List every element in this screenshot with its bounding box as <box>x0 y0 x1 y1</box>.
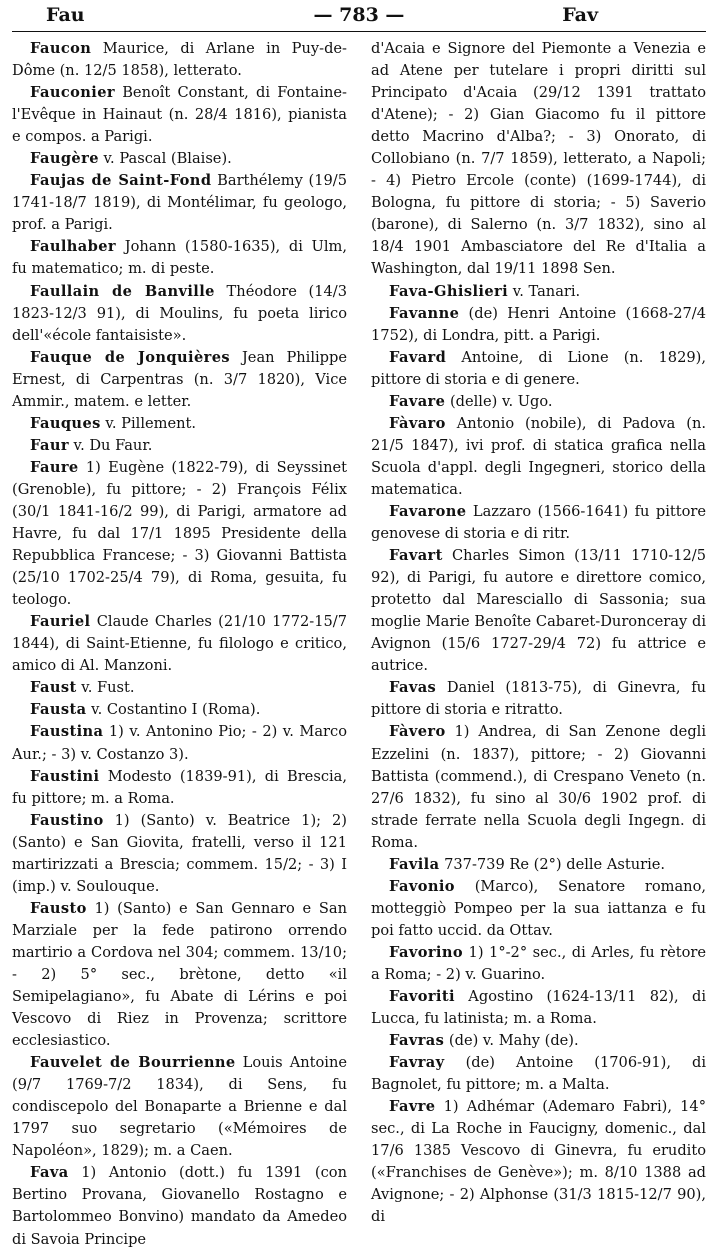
entry <box>371 721 706 853</box>
entry-headword: Faucon <box>30 40 92 57</box>
entry-headword: Favorino <box>389 943 464 961</box>
entry-headword: Fausta <box>30 701 87 719</box>
entry-headword: Faustina <box>30 723 104 741</box>
entry-text: (de) v. Mahy (de). <box>444 1032 579 1050</box>
entry-text: 1) v. Antonino Pio; - 2) v. Marco Aur.; - 3) v. Costanzo 3). <box>12 723 347 763</box>
entry-text: 1) (Santo) e San Gennaro e San Marziale per la fede patirono orrendo martirio a Cordova nel 304; commem. 13/10; - 2) 5° sec., brètone, detto «il Semipelagiano», fu Abate di Lérins e poi Vescovo di Riez in Provenza; scrittore ecclesiastico. <box>12 899 347 1050</box>
entry <box>371 677 706 721</box>
entry-text: Johann (1580-1635), di Ulm, fu matematico; m. di peste. <box>12 238 347 278</box>
entry-headword: Favila <box>389 855 440 873</box>
entry-headword: Favare <box>389 392 446 410</box>
entry <box>12 611 347 677</box>
entry-headword: Favray <box>389 1054 445 1072</box>
entry <box>371 413 706 501</box>
entry-headword: Fausto <box>30 899 87 917</box>
entry <box>371 854 706 876</box>
entry-headword: Fauvelet de Bourrienne <box>30 1054 236 1072</box>
entry-text: (de) Antoine (1706-91), di Bagnolet, fu pittore; m. a Malta. <box>371 1054 706 1094</box>
entry-text: d'Acaia e Signore del Piemonte a Venezia e ad Atene per tutelare i propri diritti sul Principato d'Acaia (29/12 1391 trattato d'Atene); - 2) Gian Giacomo fu il pittore detto Macrino d'Alba?; - 3) Onorato, di Collobiano (n. 7/7 1859), letterato, a Napoli; - 4) Pietro Ercole (conte) (1699-1744), di Bologna, fu pittore di storia; - 5) Saverio (barone), di Salerno (n. 3/7 1832), sino al 18/4 1901 Ambasciatore del Re d'Italia a Washington, dal 19/11 1898 Sen. <box>371 40 706 278</box>
entry <box>371 1096 706 1228</box>
entry-text: Barthélemy (19/5 1741-18/7 1819), di Montélimar, fu geologo, prof. a Parigi. <box>12 172 348 234</box>
entry <box>12 1162 347 1250</box>
entry <box>12 435 347 457</box>
entry-headword: Fava <box>30 1164 69 1182</box>
header-left-guide: Fau <box>46 4 85 26</box>
entry-headword: Favart <box>389 547 443 565</box>
entry-text: 1) (Santo) v. Beatrice 1); 2) (Santo) e San Giovita, fratelli, verso il 121 martirizzati a Brescia; commem. 15/2; - 3) I (imp.) v. Soulouque. <box>12 811 347 895</box>
entry <box>12 170 347 236</box>
entry-headword: Faustino <box>30 811 104 829</box>
header-right-guide: Fav <box>562 4 598 26</box>
entry-text: Benoît Constant, di Fontaine-l'Evêque in Hainaut (n. 28/4 1816), pianista e compos. a Parigi. <box>12 84 347 146</box>
entry-headword: Faustini <box>30 767 100 785</box>
entry-text: (Marco), Senatore romano, motteggiò Pompeo per la sua iattanza e fu poi fatto uccid. da Ottav. <box>371 877 706 939</box>
entry-text: v. Costantino I (Roma). <box>86 701 261 719</box>
entry <box>12 38 347 82</box>
entry-text: Théodore (14/3 1823-12/3 91), di Moulins, fu poeta lirico dell'«école fantaisiste». <box>12 282 348 344</box>
entry <box>371 501 706 545</box>
entry-text: Maurice, di Arlane in Puy-de-Dôme (n. 12/5 1858), letterato. <box>12 40 347 80</box>
entry <box>12 82 347 148</box>
entry-text: Lazzaro (1566-1641) fu pittore genovese di storia e di ritr. <box>371 502 706 543</box>
entry-text: Charles Simon (13/11 1710-12/5 92), di Parigi, fu autore e direttore comico, protetto dal Maresciallo di Sassonia; sua moglie Marie Benoîte Cabaret-Duronceray di Avignon (15/6 1727-29/4 72) fu attrice e autrice. <box>371 547 706 675</box>
left-column <box>12 38 348 1248</box>
page-number: — 783 — <box>313 4 405 26</box>
entry-text: Louis Antoine (9/7 1769-7/2 1834), di Sens, fu condiscepolo del Bonaparte a Brienne e dal 1797 suo segretario («Mémoires de Napoléon», 1829); m. a Caen. <box>12 1054 348 1160</box>
entry-headword: Faur <box>30 436 69 454</box>
entry-headword: Favard <box>389 348 447 366</box>
entry-headword: Faust <box>30 679 77 697</box>
entry-headword: Favras <box>389 1032 445 1050</box>
entry-headword: Faujas de Saint-Fond <box>30 172 212 190</box>
entry-headword: Favonio <box>389 877 455 895</box>
entry-headword: Fava-Ghislieri <box>389 282 509 300</box>
entry <box>371 303 706 347</box>
entry-headword: Faugère <box>30 150 99 168</box>
entry-headword: Faullain de Banville <box>30 282 215 300</box>
entry-text: Antonio (nobile), di Padova (n. 21/5 1847), ivi prof. di statica grafica nella Scuola d'appl. degli Ingegneri, storico della matematica. <box>371 414 706 498</box>
entry <box>371 545 706 677</box>
entry-text: v. Pillement. <box>100 414 197 432</box>
entry-headword: Fauque de Jonquières <box>30 348 231 366</box>
entry-text: (delle) v. Ugo. <box>445 392 553 410</box>
entry <box>12 281 347 347</box>
entry-headword: Faulhaber <box>30 238 117 256</box>
entry-text: Daniel (1813-75), di Ginevra, fu pittore di storia e ritratto. <box>371 679 706 719</box>
entry <box>12 413 347 435</box>
entry-text: (de) Henri Antoine (1668-27/4 1752), di Londra, pitt. a Parigi. <box>371 304 706 344</box>
entry-text: 1) Eugène (1822-79), di Seyssinet (Grenoble), fu pittore; - 2) François Félix (30/1 1841-16/2 99), di Parigi, armatore ad Havre, fu dal 17/1 1895 Presidente della Repubblica Francese; - 3) Giovanni Battista (25/10 1702-25/4 79), di Roma, gesuita, fu teologo. <box>12 458 347 609</box>
entry-headword: Favas <box>389 679 437 697</box>
entry-text: Claude Charles (21/10 1772-15/7 1844), di Saint-Etienne, fu filologo e critico, amico di Al. Manzoni. <box>12 613 347 675</box>
entry <box>371 391 706 413</box>
entry <box>12 766 347 810</box>
entry <box>371 281 706 303</box>
entry-text: 737-739 Re (2°) delle Asturie. <box>439 855 666 873</box>
header-rule <box>12 31 706 32</box>
entry <box>12 1052 347 1162</box>
entry <box>371 986 706 1030</box>
entry-text: Jean Philippe Ernest, di Carpentras (n. 3/7 1820), Vice Ammir., matem. e letter. <box>12 348 347 410</box>
entry <box>12 810 347 898</box>
entry-text: 1) Antonio (dott.) fu 1391 (con Bertino Provana, Giovanello Rostagno e Bartolommeo Bonvino) mandato da Amedeo di Savoia Principe <box>12 1164 347 1248</box>
entry <box>371 942 706 986</box>
entry <box>371 876 706 942</box>
entry-headword: Fàvaro <box>389 414 446 432</box>
entry-headword: Fauques <box>30 414 101 432</box>
entry <box>12 721 347 765</box>
entry <box>371 1030 706 1052</box>
entry <box>12 148 347 170</box>
entry <box>12 347 347 413</box>
entry <box>12 699 347 721</box>
entry-headword: Faure <box>30 458 79 476</box>
entry-text: 1) 1°-2° sec., di Arles, fu rètore a Roma; - 2) v. Guarino. <box>371 943 706 983</box>
entry-text: Agostino (1624-13/11 82), di Lucca, fu latinista; m. a Roma. <box>371 988 706 1028</box>
entry <box>371 38 706 281</box>
entry-headword: Favarone <box>389 502 467 520</box>
entry <box>371 347 706 391</box>
text-columns <box>12 38 706 1248</box>
entry-headword: Fàvero <box>389 723 446 741</box>
entry-text: v. Fust. <box>76 679 135 697</box>
entry <box>12 236 347 280</box>
entry-text: Antoine, di Lione (n. 1829), pittore di storia e di genere. <box>371 348 706 388</box>
entry-headword: Favanne <box>389 304 460 322</box>
entry-text: v. Tanari. <box>508 282 581 300</box>
entry-text: 1) Andrea, di San Zenone degli Ezzelini (n. 1837), pittore; - 2) Giovanni Battista (commend.), di Crespano Veneto (n. 27/6 1832), fu sino al 30/6 1902 prof. di strade ferrate nella Scuola degli Ingegn. di Roma. <box>371 723 706 851</box>
entry <box>12 898 347 1052</box>
entry-text: Modesto (1839-91), di Brescia, fu pittore; m. a Roma. <box>12 767 347 807</box>
entry-headword: Fauriel <box>30 613 91 631</box>
entry-text: v. Pascal (Blaise). <box>98 150 232 168</box>
running-header <box>12 4 706 30</box>
entry <box>12 457 347 611</box>
entry-headword: Favre <box>389 1098 436 1116</box>
entry <box>371 1052 706 1096</box>
entry-text: 1) Adhémar (Ademaro Fabri), 14° sec., di La Roche in Faucigny, domenic., dal 17/6 1385 Vescovo di Ginevra, fu erudito («Franchises de Genève»); m. 8/10 1388 ad Avignone; - 2) Alphonse (31/3 1815-12/7 90), di <box>371 1098 706 1226</box>
entry-text: v. Du Faur. <box>68 436 153 454</box>
entry-headword: Fauconier <box>30 84 115 102</box>
entry-headword: Favoriti <box>389 988 455 1006</box>
right-column <box>371 38 706 1226</box>
entry <box>12 677 347 699</box>
